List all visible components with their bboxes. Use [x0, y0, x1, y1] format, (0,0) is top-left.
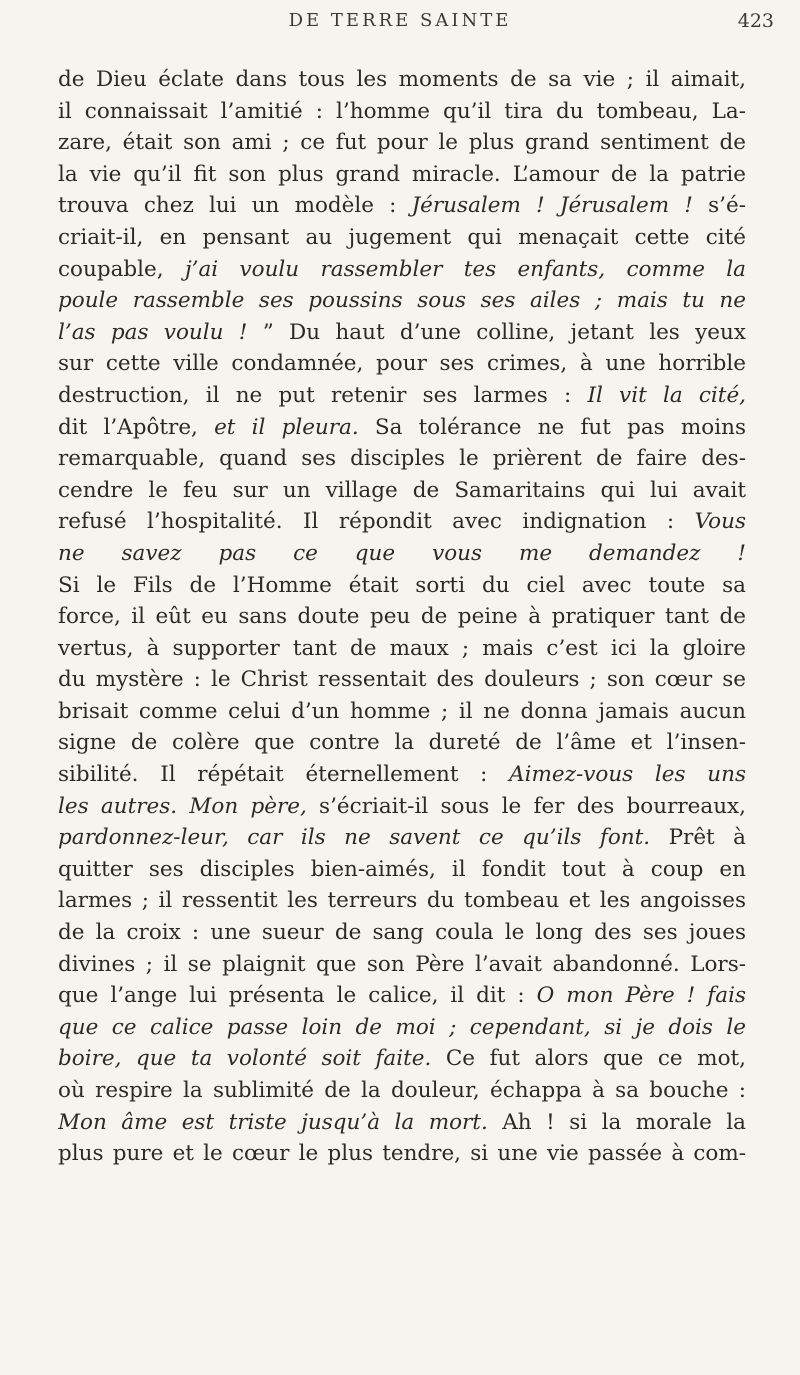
text-line	[58, 696, 746, 728]
text-segment: la vie qu’il fit son plus grand miracle. L’amour de la patrie	[58, 161, 746, 187]
text-segment: dit l’Apôtre,	[58, 414, 215, 440]
text-line	[58, 380, 746, 412]
italic-segment: l’as pas voulu !	[58, 319, 248, 345]
running-title: DE TERRE SAINTE	[288, 10, 512, 31]
text-segment: coupable,	[58, 256, 185, 282]
text-segment: de Dieu éclate dans tous les moments de sa vie ; il aimait,	[58, 67, 746, 92]
text-line	[58, 190, 746, 222]
text-line	[58, 1138, 746, 1170]
text-line	[58, 1012, 746, 1044]
text-segment: plus pure et le cœur le plus tendre, si une vie passée à com-	[58, 1141, 746, 1167]
italic-segment: et il pleura.	[214, 414, 359, 440]
text-line	[58, 633, 746, 665]
text-segment: sur cette ville condamnée, pour ses crimes, à une horrible	[58, 351, 746, 377]
text-line	[58, 443, 746, 475]
text-segment: s’é-	[692, 193, 746, 219]
text-line	[58, 759, 746, 791]
text-segment: s’écriait-il sous le fer des bourreaux,	[306, 793, 746, 819]
text-line	[58, 791, 746, 823]
italic-segment: poule rassemble ses poussins sous ses ailes ; mais tu ne	[58, 288, 746, 314]
text-line	[58, 222, 746, 254]
text-segment: force, il eût eu sans doute peu de peine à pratiquer tant de	[58, 604, 746, 630]
text-segment: Ce fut alors que ce mot,	[431, 1046, 746, 1072]
text-line	[58, 980, 746, 1012]
text-line	[58, 64, 746, 96]
italic-segment: Mon âme est triste jusqu’à la mort.	[58, 1109, 488, 1135]
text-line	[58, 1043, 746, 1075]
text-segment: Si le Fils de l’Homme était sorti du ciel avec toute sa	[58, 572, 746, 598]
italic-segment: les autres. Mon père,	[58, 793, 307, 819]
text-segment: il connaissait l’amitié : l’homme qu’il tira du tombeau, La-	[58, 98, 746, 124]
text-line	[58, 317, 746, 349]
text-segment: divines ; il se plaignit que son Père l’avait abandonné. Lors-	[58, 951, 746, 977]
text-line	[58, 1107, 746, 1139]
text-segment: où respire la sublimité de la douleur, échappa à sa bouche :	[58, 1078, 746, 1103]
text-segment: signe de colère que contre la dureté de l’âme et l’insen-	[58, 730, 746, 756]
text-line	[58, 96, 746, 128]
text-line	[58, 917, 746, 949]
body-text	[58, 64, 746, 1170]
text-segment: quitter ses disciples bien-aimés, il fondit tout à coup en	[58, 856, 746, 882]
text-segment: trouva chez lui un modèle :	[58, 193, 412, 219]
italic-segment: que ce calice passe loin de moi ; cependant, si je dois le	[58, 1014, 746, 1040]
text-line	[58, 1075, 746, 1107]
page-number: 423	[737, 10, 774, 32]
text-segment: criait-il, en pensant au jugement qui menaçait cette cité	[58, 224, 746, 250]
text-line	[58, 506, 746, 538]
text-segment: brisait comme celui d’un homme ; il ne donna jamais aucun	[58, 698, 746, 724]
italic-segment: ne savez pas ce que vous me demandez !	[58, 540, 746, 566]
text-line	[58, 885, 746, 917]
text-segment: du mystère : le Christ ressentait des douleurs ; son cœur se	[58, 667, 746, 693]
text-segment: sibilité. Il répétait éternellement :	[58, 762, 510, 788]
text-segment: vertus, à supporter tant de maux ; mais c’est ici la gloire	[58, 635, 746, 661]
text-line	[58, 538, 746, 570]
text-line	[58, 348, 746, 380]
text-line	[58, 285, 746, 317]
text-line	[58, 601, 746, 633]
text-segment: cendre le feu sur un village de Samaritains qui lui avait	[58, 477, 746, 503]
text-line	[58, 854, 746, 886]
text-segment: refusé l’hospitalité. Il répondit avec indignation :	[58, 509, 695, 535]
italic-segment: Aimez-vous les uns	[509, 762, 746, 788]
text-segment: ” Du haut d’une colline, jetant les yeux	[247, 319, 746, 345]
text-line	[58, 254, 746, 286]
text-line	[58, 949, 746, 981]
text-line	[58, 412, 746, 444]
text-line	[58, 822, 746, 854]
italic-segment: boire, que ta volonté soit faite.	[58, 1046, 432, 1072]
text-segment: Ah ! si la morale la	[487, 1109, 746, 1135]
text-segment: de la croix : une sueur de sang coula le long des ses joues	[58, 920, 746, 946]
italic-segment: O mon Père ! fais	[536, 983, 746, 1009]
text-line	[58, 570, 746, 602]
text-line	[58, 127, 746, 159]
italic-segment: Il vit la cité,	[587, 382, 746, 408]
text-segment: Prêt à	[650, 825, 746, 851]
text-line	[58, 159, 746, 191]
text-segment: destruction, il ne put retenir ses larmes :	[58, 382, 588, 408]
text-segment: Sa tolérance ne fut pas moins	[358, 414, 746, 440]
text-segment: zare, était son ami ; ce fut pour le plus grand sentiment de	[58, 130, 746, 156]
text-segment: que l’ange lui présenta le calice, il dit :	[58, 983, 537, 1009]
italic-segment: j’ai voulu rassembler tes enfants, comme la	[184, 256, 746, 282]
text-segment: larmes ; il ressentit les terreurs du tombeau et les angoisses	[58, 888, 746, 914]
text-line	[58, 475, 746, 507]
italic-segment: Jérusalem ! Jérusalem !	[411, 193, 693, 219]
running-head	[0, 4, 800, 40]
text-line	[58, 664, 746, 696]
italic-segment: Vous	[694, 509, 746, 535]
italic-segment: pardonnez-leur, car ils ne savent ce qu’ils font.	[58, 825, 651, 851]
text-line	[58, 727, 746, 759]
text-segment: remarquable, quand ses disciples le prièrent de faire des-	[58, 446, 746, 472]
